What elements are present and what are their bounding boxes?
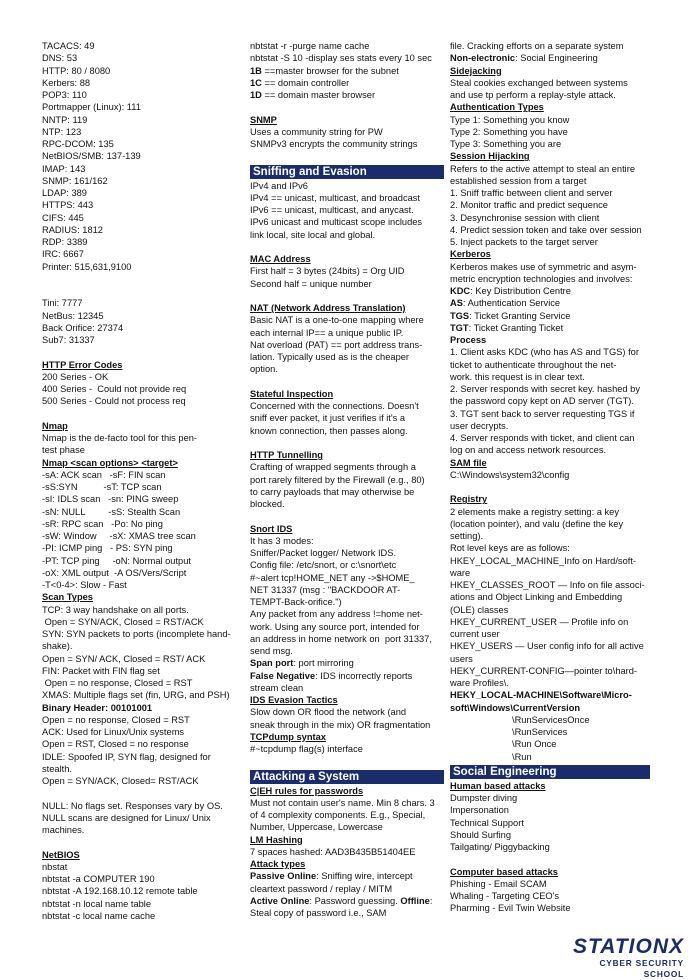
- text-line: Back Orifice: 27374: [42, 322, 124, 333]
- text-line: stealth.: [42, 763, 72, 774]
- text-line: -T<0-4>: Slow - Fast: [42, 580, 127, 590]
- spacer: [42, 408, 238, 420]
- spacer: [250, 150, 444, 162]
- spacer: [250, 510, 444, 522]
- text-line: Open = SYN/ ACK, Closed = RST/ ACK: [42, 653, 206, 664]
- text-line: HTTPS: 443: [42, 200, 94, 211]
- text-line: Concerned with the connections. Doesn't: [250, 401, 419, 411]
- text-line: Tini: 7777: [42, 298, 83, 309]
- key-term: False Negative: [250, 670, 316, 681]
- text-line: nbtstat -n local name table: [42, 898, 152, 909]
- text-line: 400 Series - Could not provide req: [42, 384, 187, 394]
- text-line: nbtstat -c local name cache: [42, 910, 156, 921]
- text-line: user decrypts.: [450, 420, 509, 431]
- text-line: work. Using any source port, intended for: [250, 621, 420, 632]
- text-line: and use tp perform a replay-style attack.: [450, 90, 616, 100]
- text-line: Second half = unique number: [250, 278, 372, 289]
- text-line: IPv6 unicast and multicast scope includes: [250, 217, 423, 228]
- text-line: -sW: Window -sX: XMAS tree scan: [42, 531, 196, 541]
- text-line: HEKY_CURRENT-CONFIG—pointer to\hard-: [450, 665, 638, 676]
- text-line: link local, site local and global.: [250, 229, 376, 240]
- text-line: KDC: Key Distribution Centre: [450, 286, 571, 296]
- text-line: nbtstat -r -purge name cache: [250, 41, 370, 51]
- text-line: 1C == domain controller: [250, 77, 350, 88]
- subsection-heading: Session Hijacking: [450, 151, 530, 162]
- text-line: RADIUS: 1812: [42, 224, 103, 235]
- subsection-heading: Attack types: [250, 859, 306, 869]
- text-line: -sN: NULL -sS: Stealth Scan: [42, 506, 181, 517]
- text-line: ticket to authenticate throughout the net-: [450, 359, 617, 370]
- text-line: RPC-DCOM: 135: [42, 139, 114, 149]
- text-line: NetBus: 12345: [42, 310, 104, 321]
- key-term: 1B: [250, 65, 262, 76]
- text-line: an address in home network on port 31337,: [250, 633, 432, 644]
- text-line: -sS:SYN -sT: TCP scan: [42, 482, 162, 492]
- text-line: NULL: No flags set. Responses vary by OS.: [42, 800, 223, 811]
- key-term: TGS: [450, 310, 470, 321]
- text-line: False Negative: IDS incorrectly reports: [250, 670, 413, 681]
- section-header: Attacking a System: [250, 770, 444, 784]
- text-line: established session from a target: [450, 175, 587, 186]
- logo-brand: STATIONX: [572, 935, 684, 958]
- text-line: Portmapper (Linux): 111: [42, 102, 141, 113]
- text-line: IPv6 == unicast, multicast, and anycast.: [250, 205, 414, 215]
- registry-subkey: \Run: [512, 751, 532, 762]
- spacer: [42, 836, 238, 848]
- text-line: each internal IP== a unique public IP.: [250, 327, 404, 338]
- text-line: Technical Support: [450, 817, 524, 828]
- text-line: setting).: [450, 531, 484, 541]
- text-line: C:\Windows\system32\config: [450, 469, 570, 480]
- text-line: Type 1: Something you know: [450, 114, 570, 125]
- logo-tagline: CYBER SECURITY SCHOOL: [599, 958, 684, 979]
- text-line: Type 3: Something you are: [450, 139, 562, 149]
- text-line: 500 Series - Could not process req: [42, 396, 186, 407]
- text-line: file. Cracking efforts on a separate system: [450, 41, 624, 51]
- text-line: shake).: [42, 641, 73, 652]
- text-line: NET 31337 (msg : "BACKDOOR AT-: [250, 584, 401, 595]
- bold-line: Binary Header: 00101001: [42, 702, 153, 713]
- text-line: IPv4 == unicast, multicast, and broadcast: [250, 192, 421, 203]
- text-line: IMAP: 143: [42, 163, 86, 174]
- column-middle: [250, 40, 444, 919]
- text-line: option.: [250, 364, 278, 375]
- registry-subkey: \RunServices: [512, 727, 568, 737]
- text-line: Basic NAT is a one-to-one mapping where: [250, 315, 424, 326]
- bold-line: soft\Windows\CurrentVersion: [450, 702, 581, 713]
- subsection-heading: HTTP Tunnelling: [250, 450, 323, 460]
- text-line: Sub7: 31337: [42, 335, 95, 345]
- subsection-heading: TCPdump syntax: [250, 731, 326, 742]
- spacer: [250, 101, 444, 113]
- text-line: 2 elements make a registry setting: a key: [450, 506, 619, 517]
- text-line: NULL scans are designed for Linux/ Unix: [42, 812, 211, 823]
- text-line: 3. Desynchronise session with client: [450, 212, 600, 223]
- text-line: Open = no response, Closed = RST: [42, 678, 193, 688]
- text-line: NTP: 123: [42, 126, 82, 137]
- key-term: Passive Online: [250, 871, 317, 882]
- spacer: [250, 755, 444, 767]
- text-line: ACK: Used for Linux/Unix systems: [42, 727, 185, 737]
- text-line: Type 2: Something you have: [450, 126, 568, 137]
- text-line: nbtstat -A 192.168.10.12 remote table: [42, 886, 198, 897]
- spacer: [250, 241, 444, 253]
- text-line: Number, Uppercase, Lowercase: [250, 822, 383, 833]
- text-line: nbstat: [42, 861, 68, 872]
- text-line: test phase: [42, 445, 85, 456]
- text-line: (location pointer), and valu (define the key: [450, 518, 624, 529]
- column-right: [450, 40, 650, 915]
- text-line: It has 3 modes:: [250, 535, 314, 546]
- text-line: Dumpster diving: [450, 793, 518, 803]
- text-line: of 4 complexity components. E.g., Special,: [250, 810, 426, 820]
- text-line: known connection, then passes along.: [250, 425, 408, 436]
- key-term: Non-electronic: [450, 53, 516, 64]
- subsection-heading: MAC Address: [250, 254, 311, 264]
- text-line: HKEY_USERS — User config info for all active: [450, 641, 644, 652]
- subsection-heading: Stateful Inspection: [250, 388, 334, 399]
- text-line: TGT: Ticket Granting Ticket: [450, 322, 564, 333]
- key-term: 1D: [250, 90, 262, 100]
- text-line: -sA: ACK scan -sF: FIN scan: [42, 469, 166, 480]
- text-line: Rot level keys are as follows:: [450, 543, 570, 554]
- text-line: Uses a community string for PW: [250, 126, 383, 137]
- text-line: #~alert tcp!HOME_NET any ->$HOME_: [250, 572, 415, 583]
- text-line: -PT: TCP ping -oN: Normal output: [42, 555, 191, 566]
- text-line: TACACS: 49: [42, 41, 95, 51]
- text-line: 1. Sniff traffic between client and server: [450, 188, 613, 198]
- text-line: send msg.: [250, 646, 293, 656]
- text-line: Open = SYN/ACK, Closed= RST/ACK: [42, 776, 199, 786]
- text-line: Refers to the active attempt to steal an entire: [450, 163, 636, 174]
- subsection-heading: Scan Types: [42, 592, 93, 603]
- section-header: Sniffing and Evasion: [250, 165, 444, 179]
- text-line: TEMPT-Back-orifice."): [250, 597, 342, 607]
- text-line: -sI: IDLS scan -sn: PING sweep: [42, 494, 179, 505]
- subsection-heading: C|EH rules for passwords: [250, 785, 364, 796]
- subsection-heading: Authentication Types: [450, 102, 544, 113]
- spacer: [250, 437, 444, 449]
- text-line: Slow down OR flood the network (and: [250, 707, 407, 718]
- text-line: AS: Authentication Service: [450, 298, 561, 309]
- subsection-heading: IDS Evasion Tactics: [250, 695, 338, 705]
- subsection-heading: Sidejacking: [450, 65, 502, 76]
- spacer: [42, 346, 238, 358]
- text-line: TGS: Ticket Granting Service: [450, 310, 571, 321]
- subsection-heading: SNMP: [250, 114, 277, 125]
- text-line: Pharming - Evil Twin Website: [450, 903, 571, 914]
- text-line: Must not contain user's name. Min 8 chars. 3: [250, 797, 435, 808]
- text-line: Active Online: Password guessing. Offline:: [250, 895, 433, 906]
- text-line: 5. Inject packets to the target server: [450, 237, 598, 247]
- text-line: Sniffer/Packet logger/ Network IDS.: [250, 548, 397, 558]
- text-line: #~tcpdump flag(s) interface: [250, 744, 363, 754]
- subsection-heading: NetBIOS: [42, 849, 80, 860]
- subsection-heading: SAM file: [450, 457, 487, 468]
- text-line: DNS: 53: [42, 53, 78, 64]
- text-line: nbtstat -S 10 -display ses stats every 10 sec: [250, 53, 432, 64]
- text-line: HKEY_LOCAL_MACHINE_Info on Hard/soft-: [450, 555, 637, 566]
- text-line: POP3: 110: [42, 90, 87, 100]
- text-line: Impersonation: [450, 805, 509, 816]
- text-line: First half = 3 bytes (24bits) = Org UID: [250, 266, 405, 277]
- key-term: AS: [450, 298, 463, 309]
- text-line: XMAS: Multiple flags set (fin, URG, and PSH): [42, 690, 230, 701]
- registry-subkey: \RunServicesOnce: [512, 714, 590, 725]
- text-line: Steal copy of password i.e., SAM: [250, 908, 387, 918]
- subsection-heading: Snort IDS: [250, 523, 293, 534]
- key-term: 1C: [250, 77, 262, 88]
- text-line: Whaling - Targeting CEO's: [450, 891, 560, 901]
- text-line: 200 Series - OK: [42, 371, 109, 382]
- text-line: 4. Server responds with ticket, and client can: [450, 433, 635, 443]
- text-line: 3. TGT sent back to server requesting TGS if: [450, 408, 635, 419]
- key-term: TGT: [450, 322, 469, 333]
- text-line: blocked.: [250, 499, 285, 509]
- text-line: SNMPv3 encrypts the community strings: [250, 139, 418, 149]
- text-line: Passive Online: Sniffing wire, intercept: [250, 871, 413, 882]
- spacer: [42, 273, 238, 285]
- subsection-heading: Registry: [450, 494, 488, 505]
- text-line: SYN: SYN packets to ports (incomplete hand-: [42, 629, 231, 639]
- key-term: Offline: [400, 895, 430, 906]
- subsection-heading: Kerberos: [450, 249, 491, 260]
- spacer: [250, 290, 444, 302]
- text-line: HTTP: 80 / 8080: [42, 65, 111, 76]
- text-line: HKEY_CURRENT_USER — Profile info on: [450, 616, 629, 627]
- text-line: cleartext password / replay / MITM: [250, 883, 393, 894]
- subsection-heading: Computer based attacks: [450, 866, 558, 877]
- text-line: sniff ever packet, it just verifies if it's a: [250, 413, 406, 424]
- subsection-heading: LM Hashing: [250, 834, 303, 845]
- text-line: Non-electronic: Social Engineering: [450, 53, 598, 64]
- text-line: ations and Object Linking and Embedding: [450, 592, 623, 603]
- spacer: [42, 285, 238, 297]
- text-line: Steal cookies exchanged between systems: [450, 77, 628, 88]
- text-line: metric encryption technologies and involves:: [450, 273, 633, 284]
- section-header: Social Engineering: [450, 765, 650, 779]
- text-line: Nat overload (PAT) == port address trans-: [250, 339, 423, 350]
- subsection-heading: Nmap: [42, 420, 68, 431]
- text-line: current user: [450, 629, 500, 639]
- text-line: LDAP: 389: [42, 188, 87, 198]
- text-line: users: [450, 653, 473, 664]
- text-line: lation. Typically used as is the cheaper: [250, 352, 410, 362]
- text-line: Kerberos makes use of symmetric and asym-: [450, 261, 637, 272]
- bold-line: HEKY_LOCAL-MACHINE\Software\Micro-: [450, 690, 632, 701]
- text-line: NNTP: 119: [42, 114, 88, 125]
- subsection-heading: Human based attacks: [450, 780, 546, 791]
- stationx-logo: [560, 935, 684, 979]
- text-line: TCP: 3 way handshake on all ports.: [42, 604, 189, 615]
- spacer: [450, 853, 650, 865]
- bold-line: Process: [450, 335, 487, 345]
- spacer: [42, 787, 238, 799]
- text-line: sneak through in the mix) OR fragmentation: [250, 719, 431, 730]
- text-line: IDLE: Spoofed IP, SYN flag, designed for: [42, 751, 211, 762]
- text-line: 2. Server responds with secret key. hashed by: [450, 384, 640, 394]
- column-left: [42, 40, 238, 922]
- text-line: Phishing - Email SCAM: [450, 878, 547, 889]
- text-line: the password copy kept on AD server (TGT).: [450, 396, 634, 407]
- text-line: Any packet from any address !=home net-: [250, 609, 423, 620]
- text-line: 7 spaces hashed: AAD3B435B51404EE: [250, 846, 416, 857]
- text-line: Nmap is the de-facto tool for this pen-: [42, 433, 198, 443]
- text-line: 1D == domain master browser: [250, 90, 376, 100]
- text-line: log on and access network resources.: [450, 445, 607, 456]
- text-line: -oX: XML output -A OS/Vers/Script: [42, 567, 187, 578]
- subsection-heading: NAT (Network Address Translation): [250, 303, 406, 313]
- text-line: SNMP: 161/162: [42, 175, 108, 186]
- text-line: NetBIOS/SMB: 137-139: [42, 151, 141, 162]
- registry-subkey: \Run Once: [512, 739, 557, 750]
- text-line: Should Surfing: [450, 829, 511, 840]
- text-line: Printer: 515,631,9100: [42, 261, 132, 272]
- text-line: nbtstat -a COMPUTER 190: [42, 874, 155, 884]
- text-line: Open = RST, Closed = no response: [42, 739, 189, 750]
- text-line: ware Profiles\.: [450, 678, 509, 688]
- text-line: -PI: ICMP ping - PS: SYN ping: [42, 543, 173, 554]
- text-line: Crafting of wrapped segments through a: [250, 462, 416, 473]
- text-line: port rarely filtered by the Firewall (e.g., 80): [250, 474, 425, 485]
- text-line: stream clean: [250, 682, 304, 693]
- text-line: to carry payloads that may otherwise be: [250, 486, 415, 497]
- text-line: Config file: /etc/snort, or c:\snort\etc: [250, 560, 397, 571]
- text-line: FIN: Packet with FIN flag set: [42, 665, 160, 676]
- key-term: KDC: [450, 286, 471, 296]
- text-line: IRC: 6667: [42, 249, 84, 260]
- text-line: ware: [450, 567, 471, 578]
- text-line: Kerbers: 88: [42, 77, 91, 88]
- key-term: Span port: [250, 658, 294, 669]
- text-line: CIFS: 445: [42, 212, 84, 223]
- subsection-heading: Nmap <scan options> <target>: [42, 457, 178, 468]
- text-line: RDP: 3389: [42, 237, 88, 247]
- text-line: HKEY_CLASSES_ROOT — Info on file associ-: [450, 580, 645, 590]
- text-line: Span port: port mirroring: [250, 658, 354, 669]
- text-line: Open = SYN/ACK, Closed = RST/ACK: [42, 616, 204, 627]
- text-line: IPv4 and IPv6: [250, 180, 308, 191]
- text-line: 2. Monitor traffic and predict sequence: [450, 200, 608, 211]
- text-line: (OLE) classes: [450, 604, 509, 615]
- text-line: -sR: RPC scan -Po: No ping: [42, 518, 163, 529]
- text-line: 4. Predict session token and take over session: [450, 224, 642, 235]
- text-line: 1B ==master browser for the subnet: [250, 65, 399, 76]
- key-term: Active Online: [250, 895, 310, 906]
- text-line: work. this request is in clear text.: [450, 371, 585, 382]
- subsection-heading: HTTP Error Codes: [42, 359, 123, 370]
- spacer: [250, 376, 444, 388]
- text-line: Tailgating/ Piggybacking: [450, 842, 550, 852]
- spacer: [450, 481, 650, 493]
- text-line: 1. Client asks KDC (who has AS and TGS) for: [450, 347, 639, 358]
- text-line: Open = no response, Closed = RST: [42, 714, 190, 725]
- text-line: machines.: [42, 825, 85, 835]
